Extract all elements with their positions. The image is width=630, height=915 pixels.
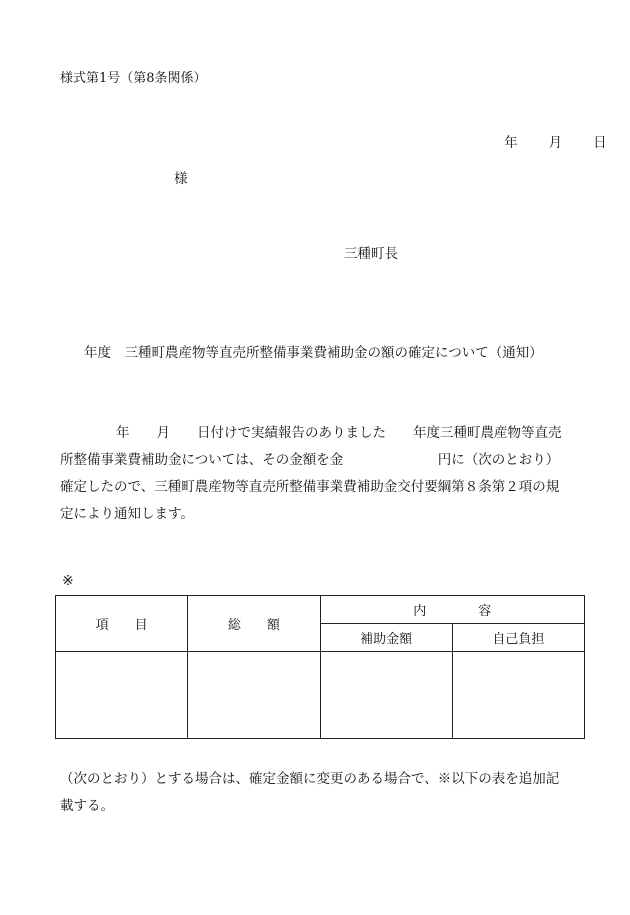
header-self-pay: 自己負担: [452, 624, 584, 652]
date-year: 年: [504, 134, 518, 151]
cell-total: [188, 652, 320, 739]
header-subsidy: 補助金額: [320, 624, 452, 652]
footnote: [60, 766, 582, 820]
amount-table: [55, 595, 585, 739]
footnote-line: （次のとおり）とする場合は、確定金額に変更のある場合で、※以下の表を追加記: [60, 771, 560, 787]
document-title: 年度 三種町農産物等直売所整備事業費補助金の額の確定について（通知）: [84, 345, 543, 361]
date-day: 日: [593, 134, 607, 151]
body-line: 年 月 日付けで実績報告のありました 年度三種町農産物等直売: [116, 425, 562, 441]
notice-body: [60, 420, 582, 528]
body-line: 所整備事業費補助金については、その金額を金 円に（次のとおり）: [60, 452, 560, 468]
date-month: 月: [548, 134, 563, 151]
cell-subsidy: [320, 652, 452, 739]
form-number: 様式第1号（第8条関係）: [60, 71, 207, 86]
body-line: 確定したので、三種町農産物等直売所整備事業費補助金交付要綱第８条第２項の規: [60, 479, 560, 495]
header-item: 項 目: [56, 596, 188, 652]
issuer-name: 三種町長: [344, 246, 398, 262]
header-breakdown: 内 容: [320, 596, 585, 624]
header-total: 総 額: [188, 596, 320, 652]
reference-mark: ※: [62, 573, 74, 589]
addressee: 様: [174, 171, 188, 187]
footnote-line: 載する。: [60, 798, 114, 814]
table-row: [56, 652, 585, 739]
body-line: 定により通知します。: [60, 506, 194, 522]
cell-self-pay: [452, 652, 584, 739]
cell-item: [56, 652, 188, 739]
issue-date: [487, 123, 607, 164]
